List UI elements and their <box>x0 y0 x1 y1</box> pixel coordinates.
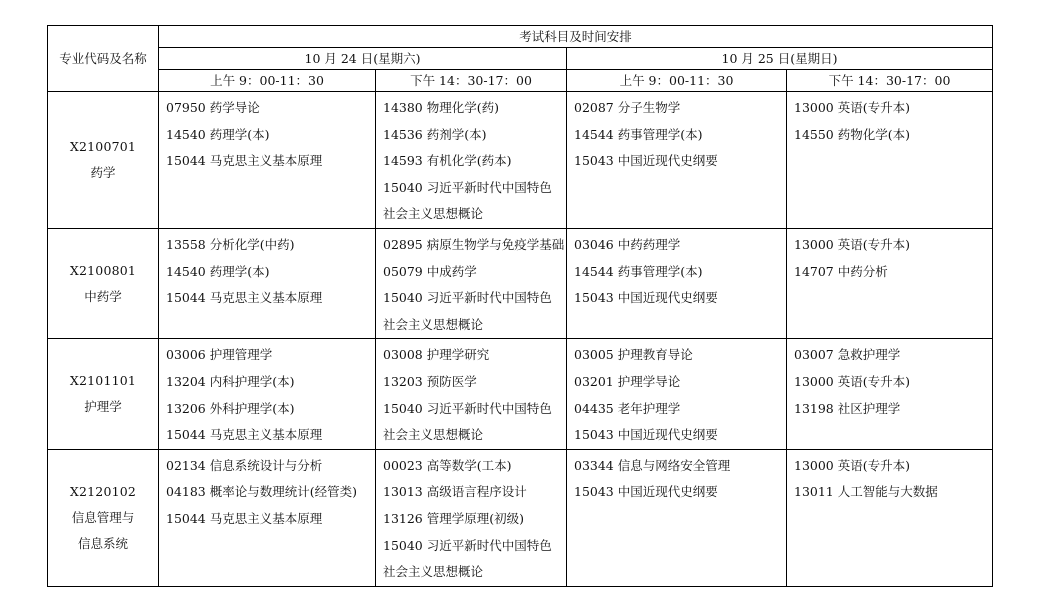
subject-cell <box>567 339 787 449</box>
subject-cell <box>159 449 376 586</box>
subject-item: 15043 中国近现代史纲要 <box>574 153 718 169</box>
subject-item: 15040 习近平新时代中国特色 <box>383 537 552 553</box>
subject-item: 03005 护理教育导论 <box>574 347 693 363</box>
subject-item: 15043 中国近现代史纲要 <box>574 427 718 443</box>
subject-item: 15043 中国近现代史纲要 <box>574 290 718 306</box>
subject-item: 07950 药学导论 <box>166 100 260 115</box>
subject-cell <box>787 339 993 449</box>
subject-item: 13204 内科护理学(本) <box>166 373 295 389</box>
subject-cell <box>787 228 993 338</box>
subject-cell <box>376 228 567 338</box>
subject-item: 05079 中成药学 <box>383 263 477 279</box>
major-code: X2120102 <box>69 483 137 499</box>
subject-item: 04183 概率论与数理统计(经管类) <box>166 484 357 500</box>
subject-item: 03006 护理管理学 <box>166 347 273 363</box>
subject-item: 14707 中药分析 <box>794 263 888 279</box>
subject-item: 15044 马克思主义基本原理 <box>166 290 323 306</box>
exam-schedule-table <box>47 25 993 587</box>
subject-item: 15043 中国近现代史纲要 <box>574 484 718 500</box>
subject-item: 15040 习近平新时代中国特色 <box>383 179 552 195</box>
subject-item: 13558 分析化学(中药) <box>166 236 295 252</box>
subject-item: 13198 社区护理学 <box>794 400 901 416</box>
major-cell <box>48 92 159 229</box>
subject-item: 13011 人工智能与大数据 <box>794 484 938 500</box>
subject-item: 社会主义思想概论 <box>383 427 484 443</box>
table-row <box>48 449 993 586</box>
subject-cell <box>376 92 567 229</box>
session-header-sat-am: 上午 9：00-11：30 <box>159 70 376 92</box>
subject-item: 00023 高等数学(工本) <box>383 457 512 473</box>
subject-item: 14593 有机化学(药本) <box>383 153 512 169</box>
subject-item: 13000 英语(专升本) <box>794 457 910 473</box>
major-cell <box>48 339 159 449</box>
subject-item: 15040 习近平新时代中国特色 <box>383 400 552 416</box>
subject-item: 社会主义思想概论 <box>383 206 484 222</box>
subject-item: 社会主义思想概论 <box>383 564 484 580</box>
subject-item: 14536 药剂学(本) <box>383 126 487 142</box>
subject-item: 13013 高级语言程序设计 <box>383 484 527 500</box>
session-header-sat-pm: 下午 14：30-17：00 <box>376 70 567 92</box>
day-header-oct24: 10 月 24 日(星期六) <box>159 48 567 70</box>
subject-item: 03046 中药药理学 <box>574 236 681 252</box>
subject-cell <box>159 339 376 449</box>
major-cell <box>48 449 159 586</box>
subject-item: 15044 马克思主义基本原理 <box>166 153 323 169</box>
major-name: 中药学 <box>84 288 122 304</box>
subject-item: 03344 信息与网络安全管理 <box>574 457 731 473</box>
subject-item: 13203 预防医学 <box>383 373 477 389</box>
subject-cell <box>376 339 567 449</box>
subject-cell <box>376 449 567 586</box>
subject-cell <box>787 449 993 586</box>
subject-cell <box>567 449 787 586</box>
subject-item: 社会主义思想概论 <box>383 316 484 332</box>
subject-item: 15040 习近平新时代中国特色 <box>383 290 552 306</box>
subject-item: 14540 药理学(本) <box>166 126 270 142</box>
schedule-header: 考试科目及时间安排 <box>159 26 993 48</box>
session-header-sun-pm: 下午 14：30-17：00 <box>787 70 993 92</box>
subject-cell <box>159 228 376 338</box>
day-header-oct25: 10 月 25 日(星期日) <box>567 48 993 70</box>
subject-item: 14540 药理学(本) <box>166 263 270 279</box>
major-code: X2101101 <box>69 373 137 389</box>
subject-item: 02895 病原生物学与免疫学基础 <box>383 236 565 252</box>
subject-item: 13126 管理学原理(初级) <box>383 510 524 526</box>
major-name: 信息系统 <box>77 535 128 551</box>
subject-cell <box>567 92 787 229</box>
subject-item: 13000 英语(专升本) <box>794 236 910 252</box>
subject-item: 13000 英语(专升本) <box>794 100 910 115</box>
subject-item: 14544 药事管理学(本) <box>574 263 703 279</box>
subject-item: 14550 药物化学(本) <box>794 126 910 142</box>
major-code: X2100801 <box>69 262 137 278</box>
subject-item: 13000 英语(专升本) <box>794 373 910 389</box>
major-code: X2100701 <box>69 138 137 154</box>
subject-cell <box>787 92 993 229</box>
subject-item: 02134 信息系统设计与分析 <box>166 457 323 473</box>
subject-item: 14380 物理化学(药) <box>383 100 499 115</box>
major-name: 信息管理与 <box>71 509 135 525</box>
subject-item: 03008 护理学研究 <box>383 347 490 363</box>
major-name: 护理学 <box>84 399 122 415</box>
subject-item: 03201 护理学导论 <box>574 373 681 389</box>
subject-item: 04435 老年护理学 <box>574 400 681 416</box>
subject-item: 03007 急救护理学 <box>794 347 901 363</box>
subject-item: 15044 马克思主义基本原理 <box>166 427 323 443</box>
subject-cell <box>159 92 376 229</box>
major-name: 药学 <box>90 164 116 180</box>
table-row <box>48 92 993 229</box>
table-row <box>48 339 993 449</box>
major-cell <box>48 228 159 338</box>
subject-item: 15044 马克思主义基本原理 <box>166 510 323 526</box>
table-row <box>48 228 993 338</box>
major-code-name-header: 专业代码及名称 <box>48 26 159 92</box>
subject-item: 02087 分子生物学 <box>574 100 681 115</box>
session-header-sun-am: 上午 9：00-11：30 <box>567 70 787 92</box>
subject-item: 14544 药事管理学(本) <box>574 126 703 142</box>
subject-cell <box>567 228 787 338</box>
subject-item: 13206 外科护理学(本) <box>166 400 295 416</box>
